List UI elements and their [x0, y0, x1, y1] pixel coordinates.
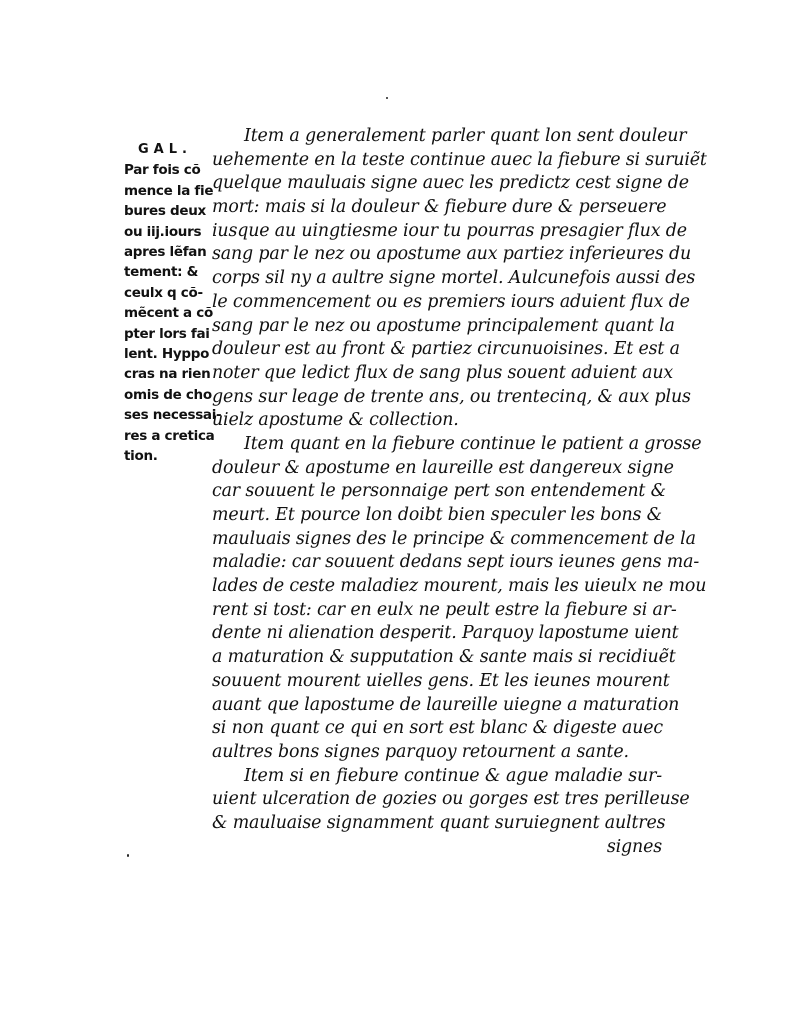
- marginal-line: ou iij.iours: [124, 223, 202, 240]
- text-line: gens sur leage de trente ans, ou trentecinq, & aux plus: [212, 386, 691, 407]
- text-line: sang par le nez ou apostume principalement quant la: [212, 315, 675, 336]
- marginal-note: [124, 140, 220, 467]
- text-line: uient ulceration de gozies ou gorges est tres perilleuse: [212, 789, 690, 810]
- text-line: aultres bons signes parquoy retournent a sante.: [212, 741, 629, 762]
- text-line: & mauluaise signamment quant suruiegnent aultres: [212, 812, 666, 833]
- catchword: signes: [606, 836, 662, 857]
- ink-speck: [127, 854, 129, 857]
- text-line: maladie: car souuent dedans sept iours ieunes gens ma-: [212, 552, 700, 573]
- marginal-line: tion.: [124, 448, 158, 465]
- text-line: auant que lapostume de laureille uiegne a maturation: [212, 694, 680, 715]
- marginal-line: cras na rien: [124, 366, 211, 383]
- text-line: douleur est au front & partiez circunuoisines. Et est a: [212, 339, 680, 360]
- marginal-line: res a cretica: [124, 427, 215, 444]
- text-line: uielz apostume & collection.: [212, 410, 459, 431]
- text-line: iusque au uingtiesme iour tu pourras presagier flux de: [212, 220, 687, 241]
- text-line: a maturation & supputation & sante mais si recidiuẽt: [212, 647, 676, 668]
- text-line: douleur & apostume en laureille est dangereux signe: [212, 457, 674, 478]
- text-line: sang par le nez ou apostume aux partiez inferieures du: [212, 244, 692, 265]
- text-line: mauluais signes des le principe & commencement de la: [212, 528, 696, 549]
- marginal-line: mence la fie: [124, 182, 214, 199]
- text-line: meurt. Et pource lon doibt bien speculer les bons &: [212, 505, 662, 525]
- main-text: [212, 125, 707, 859]
- text-line: uehemente en la teste continue auec la fiebure si suruiẽt: [212, 149, 707, 170]
- text-line: rent si tost: car en eulx ne peult estre la fiebure si ar-: [212, 599, 677, 620]
- marginal-siglum: GAL.: [138, 142, 192, 157]
- marginal-line: ses necessai-: [124, 407, 222, 424]
- marginal-line: mẽcent a cõ: [124, 305, 213, 322]
- marginal-line: lent. Hyppo: [124, 346, 210, 363]
- text-line: le commencement ou es premiers iours aduient flux de: [212, 291, 690, 312]
- text-line: Item a generalement parler quant lon sent douleur: [244, 126, 687, 146]
- marginal-line: pter lors fai: [124, 325, 210, 342]
- text-line: Item quant en la fiebure continue le patient a grosse: [244, 433, 702, 454]
- text-line: car souuent le personnaige pert son entendement &: [212, 481, 666, 502]
- marginal-line: ceulx q cõ-: [124, 284, 203, 301]
- text-line: mort: mais si la douleur & fiebure dure & perseuere: [212, 197, 667, 218]
- ink-speck: [386, 97, 388, 99]
- marginal-line: apres lẽfan: [124, 244, 207, 261]
- marginal-line: omis de cho: [124, 386, 212, 403]
- text-line: Item si en fiebure continue & ague maladie sur-: [244, 765, 662, 786]
- text-line: dente ni alienation desperit. Parquoy lapostume uient: [212, 623, 679, 644]
- text-line: lades de ceste maladiez mourent, mais les uieulx ne mou: [212, 576, 707, 597]
- text-line: souuent mourent uielles gens. Et les ieunes mourent: [212, 670, 670, 691]
- text-line: quelque mauluais signe auec les predictz cest signe de: [212, 173, 689, 194]
- marginal-line: Par fois cõ: [124, 162, 201, 179]
- text-line: noter que ledict flux de sang plus souent aduient aux: [212, 362, 674, 383]
- text-line: si non quant ce qui en sort est blanc & digeste auec: [212, 718, 663, 739]
- marginal-line: tement: &: [124, 264, 199, 281]
- text-line: corps sil ny a aultre signe mortel. Aulcunefois aussi des: [212, 268, 696, 289]
- marginal-line: bures deux: [124, 203, 206, 220]
